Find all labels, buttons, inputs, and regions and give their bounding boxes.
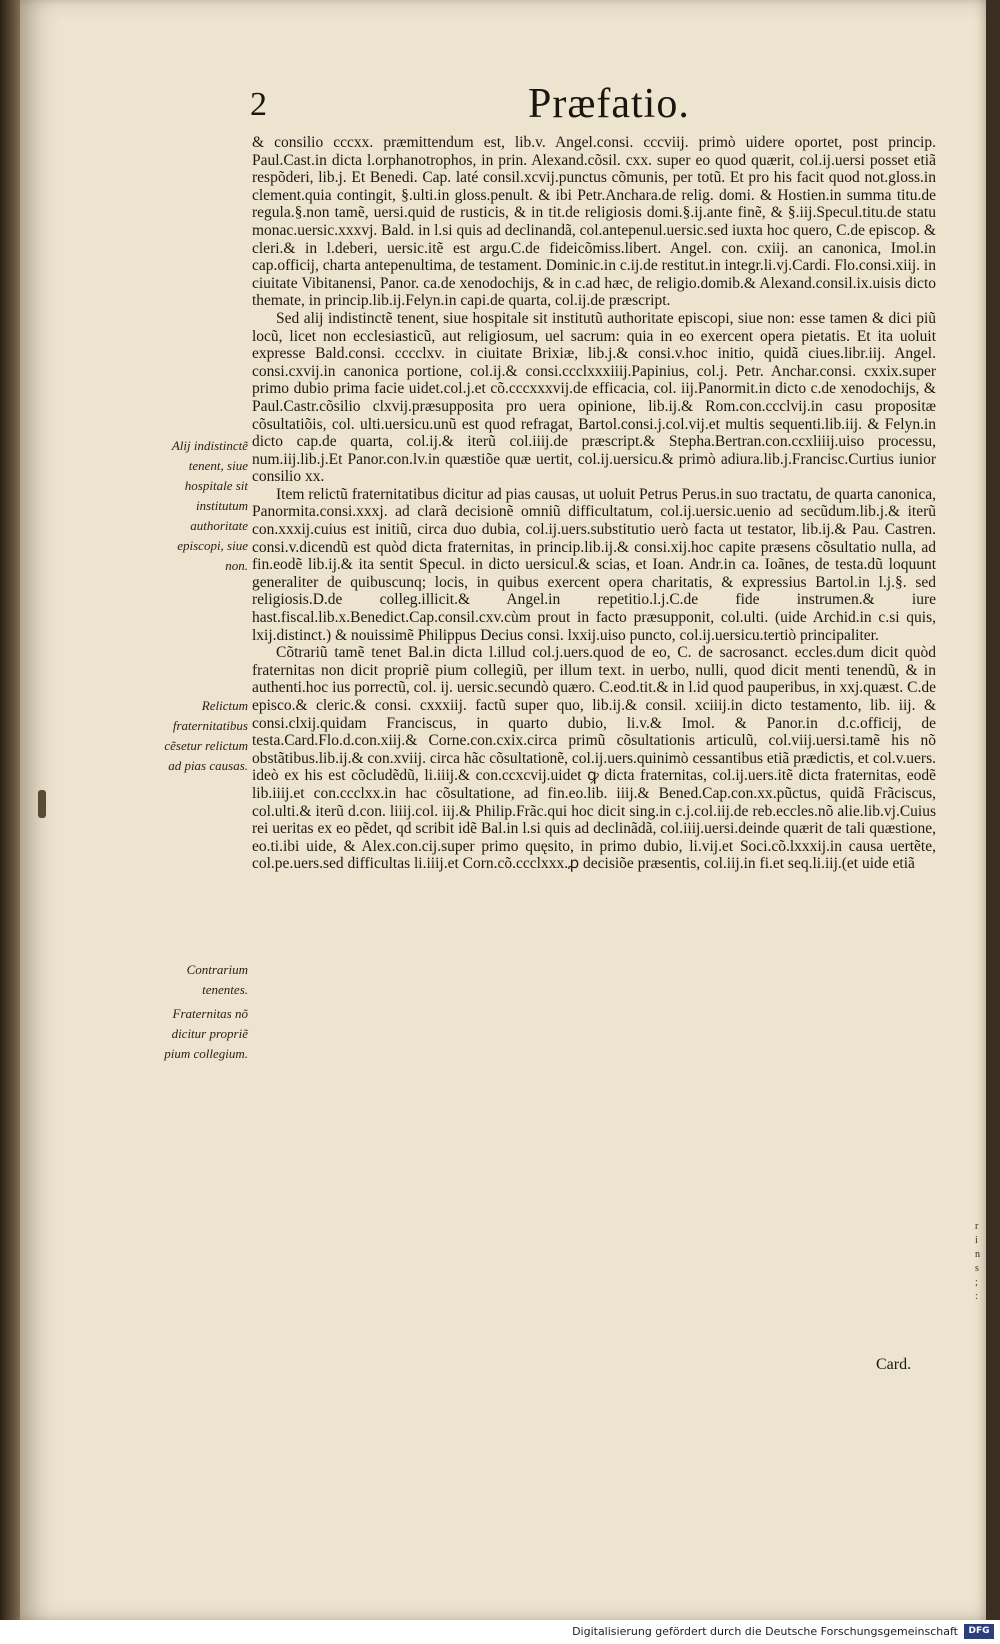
- running-title: Præfatio.: [528, 81, 690, 127]
- book-binding: [0, 0, 22, 1644]
- main-text-block: [252, 134, 936, 1379]
- marginal-note-3: Contrarium tenentes.: [186, 962, 248, 997]
- paragraph-1: & consilio cccxx. præmittendum est, lib.v. Angel.consi. cccviij. primò uidere oportet, post princip. Paul.Cast.in dicta l.orphanotrophos, in prin. Alexand.cõsil. cxx. super eo quod quærit, col.ij.uersi posset etiã respõderi, lib.j. Et Benedi. Cap. laté consil.xcvij.punctus cõmunis, per totũ. Et pro his facit quod not.gloss.in clement.quia contingit, §.ulti.in gloss.penult. & ibi Petr.Anchara.de relig. domi. & Hostien.in summa titu.de regula.§.non tamẽ, uersi.quid de rusticis, & in tit.de religiosis domi.§.ij.ante finẽ, & §.iij.Specul.titu.de statu monac.uersic.xxxvj. Bald. in l.si quis ad declinandã, col.antepenul.uersic.sed iuxta hoc quero, C.de episcop. & cleri.& in l.deberi, uersic.itẽ est argu.C.de fideicõmiss.libert. Angel. con. cxiij. an canonica, Imol.in cap.officij, charta antepenultima, de testament. Dominic.in c.ij.de restitut.in integr.li.vj.Cardi. Flo.consi.xiij. in ciuitate Vibitanensi, Panor. ca.de xenodochijs, & in c.ad hæc, de religio.domib.& Alexand.consil.ix.uisis dicto themate, in princip.lib.ij.Felyn.in capi.de quarta, col.ij.de præscript.: [252, 134, 936, 310]
- marginal-note-2: Relictum fraternitatibus cẽsetur relictum ad pias causas.: [164, 698, 248, 773]
- page-stain: [38, 790, 46, 818]
- page-number: 2: [250, 86, 267, 123]
- dfg-logo: DFG: [964, 1624, 994, 1639]
- digitization-footer: [0, 1620, 1000, 1644]
- catchword: Card.: [876, 1356, 912, 1373]
- funding-credit: Digitalisierung gefördert durch die Deutsche Forschungsgemeinschaft: [572, 1625, 958, 1638]
- marginal-note-1: Alij indistinctẽ tenent, siue hospitale sit institutum authoritate episcopi, siue non.: [171, 438, 248, 573]
- marginal-note-4: Fraternitas nõ dicitur propriẽ pium collegium.: [164, 1006, 248, 1061]
- paragraph-3: Item relictũ fraternitatibus dicitur ad pias causas, ut uoluit Petrus Perus.in suo tractatu, de quarta canonica, Panormita.consi.xxxj. ad clarã decisionẽ omniũ difficultatum, col.ij.uersic.uenio ad secũdum.lib.j.& iterũ con.xxxij.cuius est initiũ, circa duo dubia, col.ij.uers.substitutio uerò facta ut testator, lib.ij.& Pau. Castren. consi.v.dicendũ est quòd dicta fraternitas, in princip.lib.ij.& consi.xij.hoc capite præsens cõsultatio nulla, ad fin.eodẽ lib.ij.& ita sentit Specul. in dicto uersicul.& scias, et Ioan. Andr.in ca. Ioãnes, de testa.dũ loquunt generaliter de quibuscunq; locis, in quibus exercent opera charitatis, & expressius Bartol.in l.j.§. sed religiosis.D.de colleg.illicit.& Angel.in repetitio.l.j.C.de fide instrumen.& iure hast.fiscal.lib.x.Benedict.Cap.consil.cxv.cùm prout in facto præsupponit, col.ulti. (uide Archid.in c.si quis, lxij.distinct.) & nouissimẽ Philippus Decius consi. lxxij.uiso puncto, col.ij.uersicu.tertiò principaliter.: [252, 485, 936, 644]
- facing-page-edge-text: r i n s ; :: [975, 1221, 980, 1302]
- paragraph-2: Sed alij indistinctẽ tenent, siue hospitale sit institutũ authoritate episcopi, siue non: esse tamen & dici piũ locũ, licet non ecclesiasticũ, aut religiosum, uel sacrum: quia in eo exercent opera pietatis. Et ita uoluit expresse Bald.consi. cccclxv. in ciuitate Brixiæ, lib.j.& consi.v.hoc initio, quidã ciues.libr.iij. Angel. consi.cxvij.in canonica portione, col.ij.& consi.ccclxxxiiij.Papinius, col.j. Petr. Anchar.consi. cxxix.super primo dubio prima facie uidet.col.j.et cõ.cccxxxvij.de efficacia, col. iij.Panormit.in dicto c.de xenodochijs, & Paul.Castr.cõsilio clxvij.præsupposita pro uera opinione, lib.ij.& Rom.con.ccclvij.in casu propositæ cõsultatiõis, col. ulti.uersicu.unũ est quod refragat, Bartol.consi.j.col.vij.et multis sequenti.lib.iij. & Felyn.in dicto cap.de quarta, col.ij.& iterũ col.iiij.de præscript.& Stepha.Bertran.con.ccxliiij.uiso processu, num.iij.lib.j.Et Panor.con.lv.in quæstiõe quæ uertit, col.ij.uersicu.& primò adiura.lib.j.Francisc.Curtius iunior consilio xx.: [252, 309, 936, 486]
- paragraph-4: Cõtrariũ tamẽ tenet Bal.in dicta l.illud col.j.uers.quod de eo, C. de sacrosanct. eccles.dum dicit quòd fraternitas non dicit propriẽ pium collegiũ, per illum text. in uerbo, nulli, quod dicit menti tenendũ, & in authenti.hoc ius porrectũ, col. ij. uersic.secundò quæro. C.eod.tit.& in l.id quod pauperibus, in xxj.quæst. C.de episco.& cleric.& consi. cxxxiij. factũ super quo, lib.ij.& consil. xciiij.in dicto testamento, lib. iij. & consi.clxij.quidam Franciscus, in quarto dubio, li.v.& Imol. & Panor.in d.c.officij, de testa.Card.Flo.d.con.xiij.& Corne.con.cxix.circa primũ cõsultationis articulũ, col.viij.uersi.tamẽ his nõ obstãtibus.lib.ij.& con.xviij. circa hãc cõsultationẽ, col.ij.uers.quinimò cessantibus etiã prædictis, et col.v.uers. ideò ex his est cõcludẽdũ, li.iiij.& con.ccxcvij.uidet ꝙ dicta fraternitas, col.ij.uers.itẽ dicta fraternitas, eodẽ lib.iiij.et con.ccclxx.in hac cõsultatione, ad fin.eo.lib. iiij.& Bened.Cap.con.xx.pũctus, quidã Frãciscus, col.ulti.& iterũ d.con. liiij.col. iij.& Philip.Frãc.qui hoc dicit sing.in c.j.col.iij.de reb.eccles.nõ alie.lib.vj.Cuius rei ueritas ex eo pẽdet, qd scribit idẽ Bal.in l.si quis ad declinãdã, col.iiij.uersi.deinde quærit de tali quæstione, eo.ti.ibi uide, & Alex.con.cij.super primo quęsito, in primo dubio, li.vij.et Soci.cõ.lxxxij.in causa uertẽte, col.pe.uers.sed difficultas li.iiij.et Corn.cõ.ccclxxx.ꝓ decisiõe præsentis, col.iij.in fi.et seq.li.iij.(et uide etiã: [252, 644, 936, 873]
